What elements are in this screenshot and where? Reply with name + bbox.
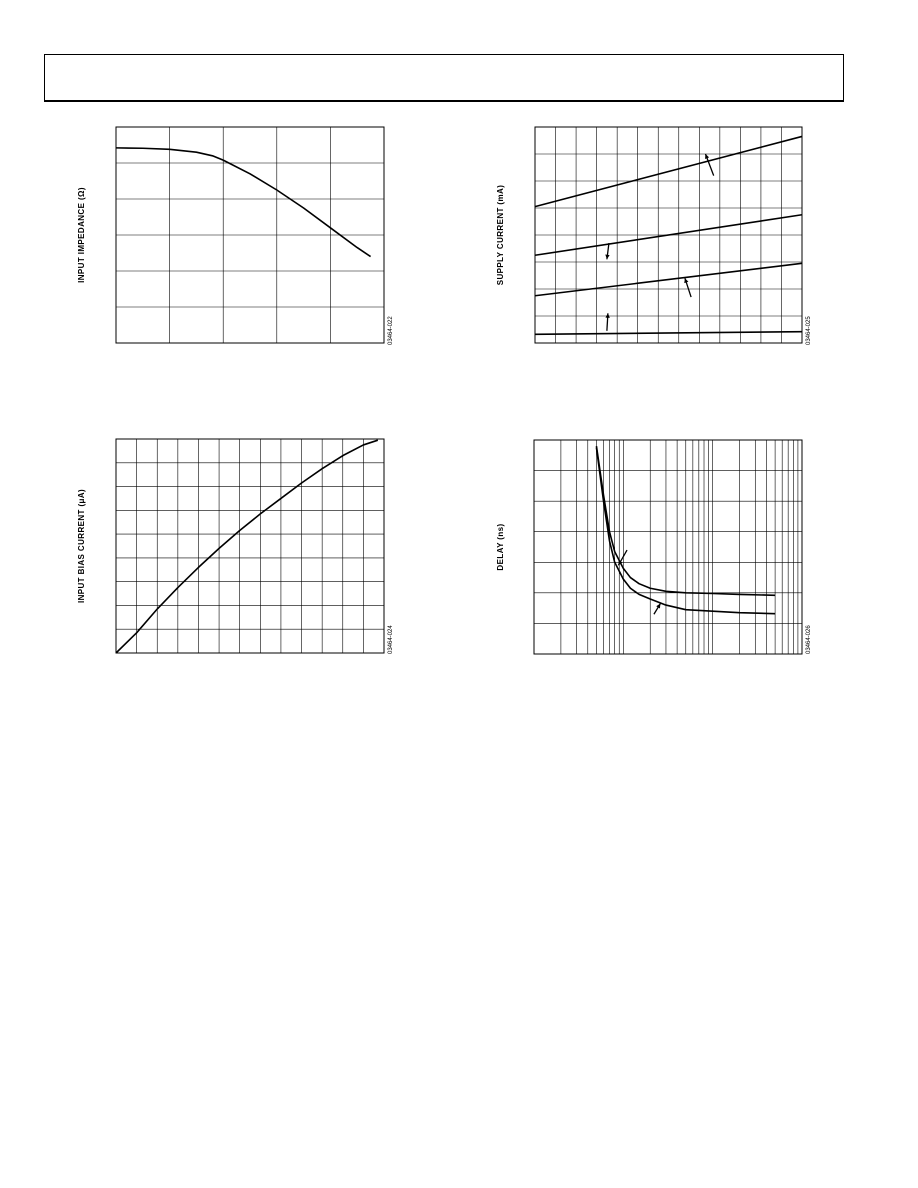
series-line-1 <box>535 136 802 206</box>
chart-input-impedance <box>70 120 410 360</box>
chart-grid <box>534 440 802 654</box>
series-line-1 <box>116 440 378 653</box>
y-axis-label: INPUT BIAS CURRENT (μA) <box>77 488 86 604</box>
chart-input-bias-current <box>70 432 410 672</box>
callout-arrow-2 <box>654 604 660 615</box>
figure-code: 03464-024 <box>388 625 394 654</box>
page-header-box <box>44 54 844 102</box>
chart-frame <box>534 440 802 654</box>
series-line-4 <box>535 332 802 335</box>
chart-frame <box>116 439 384 653</box>
callout-arrow-1 <box>705 154 714 176</box>
series-line-1 <box>116 148 371 257</box>
figure-code: 03464-026 <box>806 625 812 654</box>
series-line-3 <box>535 263 802 295</box>
chart-arrows <box>618 550 660 614</box>
callout-arrow-2 <box>605 243 609 259</box>
figure-code: 03464-022 <box>388 316 394 345</box>
callout-arrow-1 <box>618 550 627 565</box>
callout-arrow-3 <box>684 278 691 297</box>
chart-grid <box>116 127 384 343</box>
chart-grid <box>116 439 384 653</box>
chart-curves <box>116 148 371 257</box>
figure-code: 03464-025 <box>806 316 812 345</box>
y-axis-label: INPUT IMPEDANCE (Ω) <box>77 187 86 283</box>
chart-supply-current <box>490 120 830 360</box>
y-axis-label: SUPPLY CURRENT (mA) <box>496 184 505 286</box>
chart-delay <box>490 432 830 672</box>
chart-curves <box>535 136 802 334</box>
chart-curves <box>116 440 378 653</box>
y-axis-label: DELAY (ns) <box>496 523 505 571</box>
